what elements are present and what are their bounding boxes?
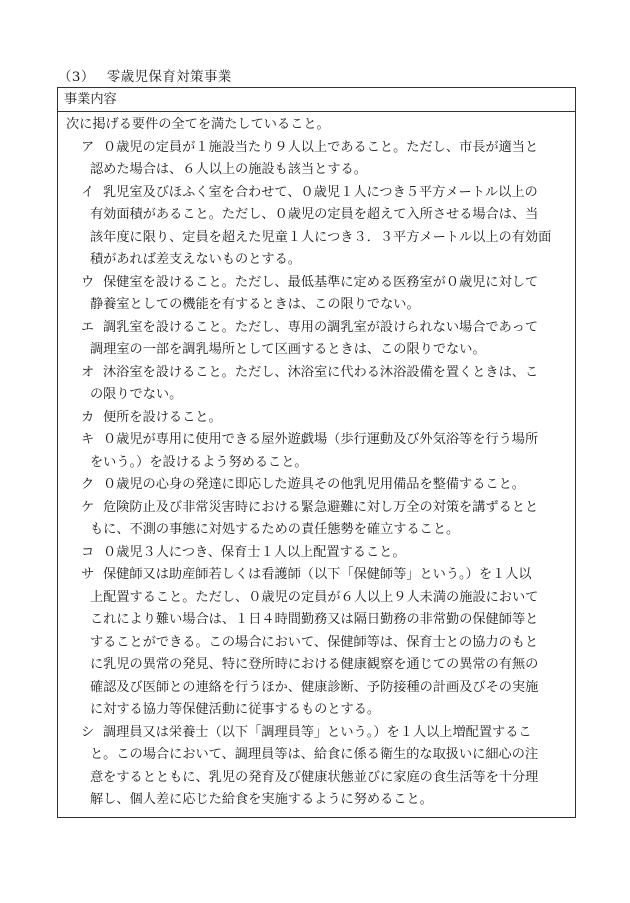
requirement-line: ０歳児３人につき、保育士１人以上配置すること。: [103, 544, 406, 560]
requirement-item: [58, 272, 575, 317]
requirement-label: オ: [81, 364, 95, 380]
requirement-line: 該年度に限り、定員を超えた児童１人につき３．３平方メートル以上の有効面: [90, 229, 552, 245]
requirement-line: ０歳児の心身の発達に即応した遊具その他乳児用備品を整備すること。: [103, 477, 525, 492]
requirement-text: [90, 182, 575, 272]
requirement-line: もに、不測の事態に対処するための責任態勢を確立すること。: [90, 522, 460, 537]
requirement-label: ク: [81, 477, 95, 492]
requirement-line: 沐浴室を設けること。ただし、沐浴室に代わる沐浴設備を置くときは、こ: [103, 364, 539, 380]
requirement-text: [90, 137, 575, 182]
requirement-text: [90, 272, 575, 317]
requirement-text: [90, 362, 575, 407]
requirement-line: 意をするとともに、乳児の発育及び健康状態並びに家庭の食生活等を十分理: [90, 769, 539, 785]
table-body: [58, 112, 575, 812]
section-number: （3）: [58, 70, 95, 85]
requirement-item: [58, 722, 575, 812]
requirement-label: シ: [81, 724, 95, 740]
requirement-line: 調理員又は栄養士（以下「調理員等」という。）を１人以上増配置するこ: [103, 724, 532, 740]
requirement-line: 積があれば差支えないものとする。: [90, 252, 301, 267]
requirement-text: [103, 474, 575, 497]
requirement-line: 静養室としての機能を有するときは、この限りでない。: [90, 297, 420, 312]
requirement-line: 調乳室を設けること。ただし、専用の調乳室が設けられない場合であって: [103, 319, 539, 335]
requirement-line: 便所を設けること。: [103, 409, 222, 425]
requirement-item: [58, 182, 575, 272]
requirement-line: 危険防止及び非常災害時における緊急避難に対し万全の対策を講ずるとと: [103, 499, 539, 515]
table-header: 事業内容: [58, 88, 575, 112]
requirement-line: 保健室を設けること。ただし、最低基準に定める医務室が０歳児に対して: [103, 274, 539, 290]
requirement-text: [90, 564, 575, 722]
requirement-text: [90, 497, 575, 542]
requirement-item: [58, 362, 575, 407]
requirement-text: [90, 722, 575, 812]
requirement-label: サ: [81, 567, 95, 582]
requirements-table: [57, 87, 576, 818]
requirement-item: [58, 429, 575, 474]
requirement-item: [58, 137, 575, 182]
requirement-label: ケ: [81, 499, 95, 515]
section-title: 零歳児保育対策事業: [106, 70, 232, 85]
requirement-line: 上配置すること。ただし、０歳児の定員が６人以上９人未満の施設において: [90, 589, 539, 605]
requirement-list: [58, 137, 575, 812]
requirement-line: 調理室の一部を調乳場所として区画するときは、この限りでない。: [90, 342, 486, 357]
requirement-line: に乳児の異常の発見、特に登所時における健康観察を通じての異常の有無の: [90, 657, 539, 672]
requirement-line: 認めた場合は、６人以上の施設も該当とする。: [90, 162, 367, 177]
requirement-item: [58, 497, 575, 542]
requirement-line: 有効面積があること。ただし、０歳児の定員を超えて入所させる場合は、当: [90, 207, 539, 222]
requirement-text: [90, 317, 575, 362]
section-heading: [58, 66, 232, 85]
requirement-item: [58, 564, 575, 722]
requirement-item: [58, 542, 575, 565]
requirement-label: カ: [81, 409, 95, 425]
requirement-label: エ: [81, 319, 95, 335]
requirement-line: に対する協力等保健活動に従事するものとする。: [90, 702, 381, 717]
requirement-line: することができる。この場合において、保健師等は、保育士との協力のもと: [90, 634, 539, 650]
requirement-line: これにより難い場合は、１日４時間勤務又は隔日勤務の非常勤の保健師等と: [90, 612, 539, 627]
requirement-item: [58, 474, 575, 497]
requirement-label: イ: [81, 184, 95, 200]
requirement-item: [58, 317, 575, 362]
requirement-label: ウ: [81, 274, 95, 290]
requirement-line: の限りでない。: [90, 387, 183, 402]
requirement-text: [103, 407, 575, 430]
requirement-text: [103, 542, 575, 565]
requirement-item: [58, 407, 575, 430]
requirement-line: ０歳児の定員が１施設当たり９人以上であること。ただし、市長が適当と: [103, 139, 539, 155]
requirement-text: [90, 429, 575, 474]
requirement-line: 乳児室及びほふく室を合わせて、０歳児１人につき５平方メートル以上の: [103, 184, 538, 200]
requirement-label: ア: [81, 139, 95, 155]
requirement-line: 保健師又は助産師若しくは看護師（以下「保健師等」という。）を１人以: [103, 567, 532, 582]
requirement-line: ０歳児が専用に使用できる屋外遊戯場（歩行運動及び外気浴等を行う場所: [103, 432, 539, 447]
requirement-line: をいう。）を設けるよう努めること。: [90, 454, 308, 470]
requirement-label: コ: [81, 544, 95, 560]
intro-text: 次に掲げる要件の全てを満たしていること。: [66, 117, 330, 132]
requirement-label: キ: [81, 432, 95, 447]
requirement-line: 解し、個人差に応じた給食を実施するように努めること。: [90, 792, 433, 807]
requirement-line: 確認及び医師との連絡を行うほか、健康診断、予防接種の計画及びその実施: [90, 679, 539, 695]
requirement-line: と。この場合において、調理員等は、給食に係る衛生的な取扱いに細心の注: [90, 747, 539, 762]
